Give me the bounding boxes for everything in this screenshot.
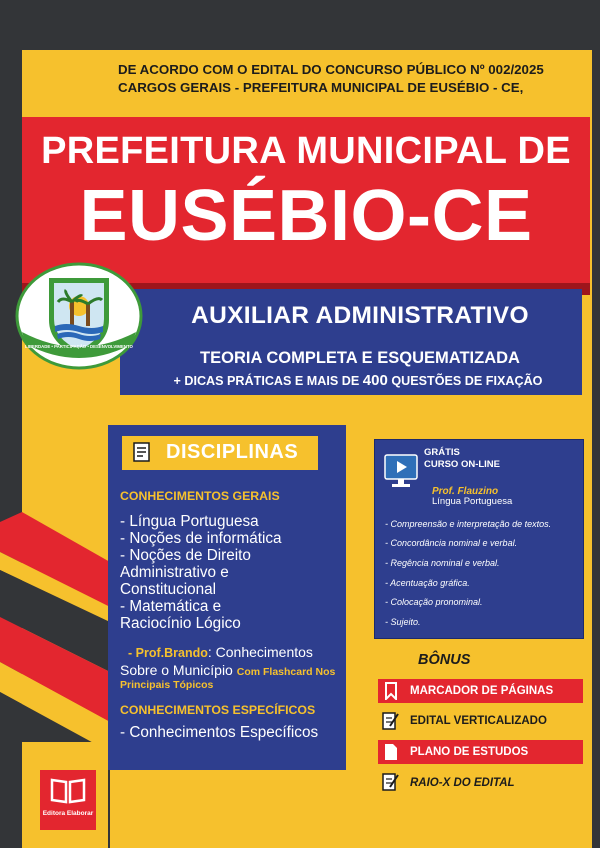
gerais-list [120,513,282,632]
list-item: - Conhecimentos Específicos [120,724,319,741]
list-item: - Concordância nominal e verbal. [385,538,518,548]
list-item: - Sujeito. [385,617,421,627]
video-monitor-icon [384,454,418,490]
edital-header [118,61,588,96]
cargo-dicas [128,372,588,389]
list-item: Raciocínio Lógico [120,615,241,632]
curso-online-text: CURSO ON-LINE [424,459,500,470]
prof-brando-line [128,644,313,660]
prof-brando-rest: : Conhecimentos [207,644,313,660]
cargo-subtitle: TEORIA COMPLETA E ESQUEMATIZADA [200,349,520,367]
dicas-prefix: + DICAS PRÁTICAS E MAIS DE [173,374,360,388]
publisher-name: Editora Elaborar [42,810,94,817]
bonus-label: PLANO DE ESTUDOS [410,746,529,758]
disciplinas-label: DISCIPLINAS [166,441,299,463]
list-item: - Colocação pronominal. [385,597,483,607]
gerais-heading: CONHECIMENTOS GERAIS [120,489,280,503]
open-book-icon [48,776,88,806]
bonus-label: EDITAL VERTICALIZADO [410,715,547,727]
cargo-name: AUXILIAR ADMINISTRATIVO [191,302,529,329]
edital-line-1: DE ACORDO COM O EDITAL DO CONCURSO PÚBLICO Nº 002/2025 [118,62,544,77]
bookmark-icon [384,682,398,700]
list-item: - Compreensão e interpretação de textos. [385,519,552,529]
bonus-label: MARCADOR DE PÁGINAS [410,685,554,697]
list-item: Administrativo e [120,564,229,581]
list-item: - Língua Portuguesa [120,513,259,530]
bonus-label: RAIO-X DO EDITAL [410,777,515,789]
document-icon [384,743,398,761]
municipio-text: Sobre o Município [120,662,233,678]
prof-flauzino: Prof. Flauzino [432,486,499,497]
title-line-2: EUSÉBIO-CE [79,176,533,256]
edital-line-2: CARGOS GERAIS - PREFEITURA MUNICIPAL DE EUSÉBIO - CE, [118,79,524,95]
flashcard-1: Com Flashcard Nos [236,666,336,678]
dicas-suffix: QUESTÕES DE FIXAÇÃO [391,374,543,388]
list-item: - Matemática e [120,598,222,615]
prof-brando: - Prof.Brando [128,646,208,660]
list-item: - Regência nominal e verbal. [385,558,500,568]
seal-ribbon-text: LIBERDADE • PARTICIPAÇÃO • DESENVOLVIMENTO [25,344,133,349]
document-list-icon [131,441,153,463]
gratis-text: GRÁTIS [424,447,460,458]
dicas-number: 400 [362,372,388,389]
especificos-heading: CONHECIMENTOS ESPECÍFICOS [120,703,316,717]
list-item: Constitucional [120,581,217,598]
gratis-label [424,447,500,471]
checklist-pen-icon [382,772,400,792]
checklist-pen-icon [382,711,400,731]
list-item: - Noções de Direito [120,547,251,564]
flashcard-2: Principais Tópicos [120,679,214,691]
list-item: - Noções de informática [120,530,282,547]
title-line-1: PREFEITURA MUNICIPAL DE [41,130,571,172]
municipio-line [120,662,335,678]
municipal-seal [14,262,144,370]
bonus-title: BÔNUS [418,652,471,668]
list-item: - Acentuação gráfica. [385,578,470,588]
curso-subject: Língua Portuguesa [432,496,513,507]
